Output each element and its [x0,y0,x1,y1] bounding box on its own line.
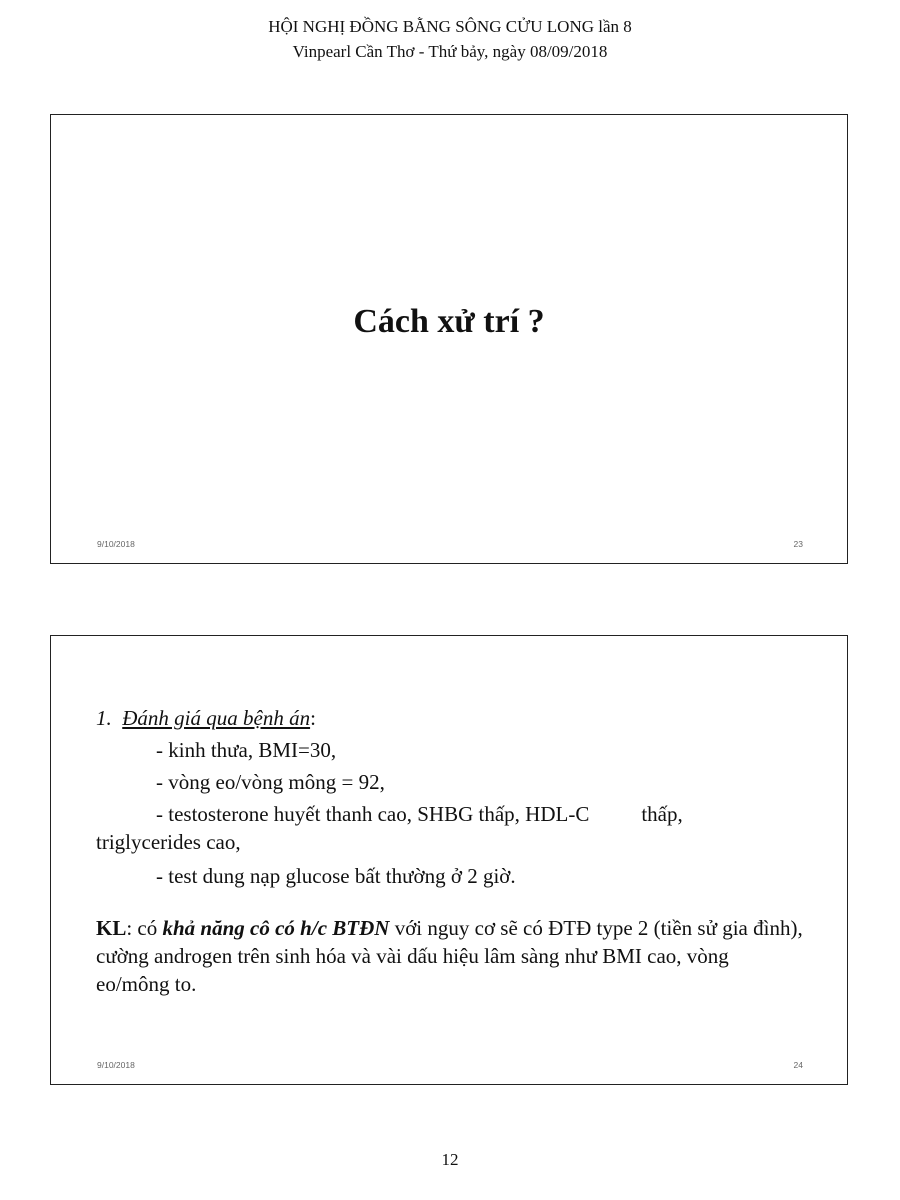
section-heading [96,702,806,734]
conclusion-pre: : có [126,916,163,940]
bullet-item: - test dung nạp glucose bất thường ở 2 giờ. [156,864,516,888]
page-number: 12 [441,1150,459,1169]
conclusion-label: KL [96,916,127,940]
slide-date: 9/10/2018 [97,539,135,549]
bullet-text: - testosterone huyết thanh cao, SHBG thấp, HDL-C [156,802,590,826]
bullet-continuation: triglycerides cao, [96,830,241,854]
bullet-item-wrapped [96,798,806,854]
conclusion-paragraph [96,914,806,998]
slide-number: 23 [793,539,803,549]
header-conference-title: HỘI NGHỊ ĐỒNG BẰNG SÔNG CỬU LONG lần 8 [268,17,632,36]
page-header [0,14,900,64]
conclusion-emphasis: khả năng cô có h/c BTĐN [162,916,390,940]
header-venue-date: Vinpearl Cần Thơ - Thứ bảy, ngày 08/09/2018 [292,42,608,61]
slide-date: 9/10/2018 [97,1060,135,1070]
slide-24 [50,635,848,1085]
slide-number: 24 [793,1060,803,1070]
conclusion-text: với nguy cơ sẽ có ĐTĐ type 2 (tiền sử gia đình), cường androgen trên sinh hóa và vài dấu hiệu lâm sàng như BMI cao, vòng eo/mông to. [96,916,803,996]
slide-body [96,702,806,998]
heading-text: Đánh giá qua bệnh án [122,706,311,730]
bullet-text: thấp, [641,802,683,826]
slide-23 [50,114,848,564]
heading-number: 1. [96,706,112,730]
bullet-item: - kinh thưa, BMI=30, [156,738,337,762]
slide-title: Cách xử trí ? [353,303,545,340]
heading-colon: : [310,706,316,730]
bullet-item: - vòng eo/vòng mông = 92, [156,770,385,794]
